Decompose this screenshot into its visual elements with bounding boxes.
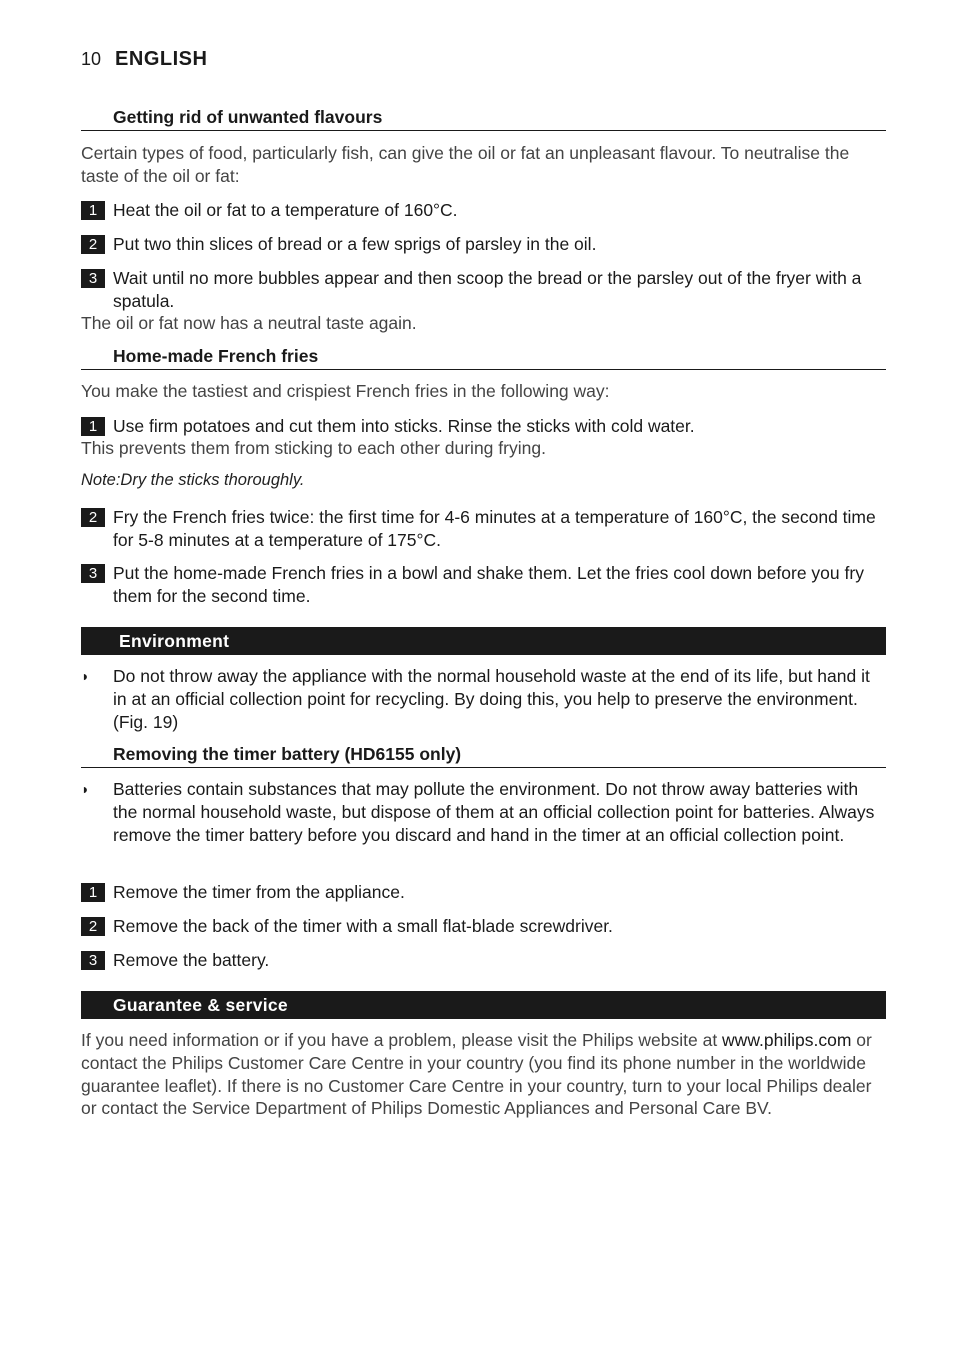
battery-step-2 [81, 915, 886, 938]
environment-bullet [81, 665, 886, 733]
step-text: Fry the French fries twice: the first time for 4-6 minutes at a temperature of 160°C, the second time for 5-8 minutes at a temperature of 175°C. [113, 507, 876, 550]
bullet-text: Do not throw away the appliance with the normal household waste at the end of its life, but hand it in at an official collection point for recycling. By doing this, you help to preserve the environment. (Fig. 19) [113, 666, 870, 732]
flavours-step-3 [81, 267, 886, 313]
fries-step-1-detail: This prevents them from sticking to each other during frying. [81, 438, 546, 458]
step-number-badge: 3 [81, 564, 105, 583]
flavours-outro: The oil or fat now has a neutral taste again. [81, 313, 417, 333]
language-title: ENGLISH [115, 48, 208, 70]
step-text: Remove the battery. [113, 950, 270, 970]
flavours-intro: Certain types of food, particularly fish, can give the oil or fat an unpleasant flavour. To neutralise the taste of the oil or fat: [81, 143, 850, 186]
flavours-step-1 [81, 199, 886, 222]
step-text: Heat the oil or fat to a temperature of 160°C. [113, 200, 458, 220]
section-heading-flavours: Getting rid of unwanted flavours [81, 106, 886, 131]
battery-step-3 [81, 949, 886, 972]
guarantee-text [81, 1029, 886, 1120]
step-number-badge: 2 [81, 917, 105, 936]
flavours-step-2 [81, 233, 886, 256]
step-text: Remove the back of the timer with a small flat-blade screwdriver. [113, 916, 613, 936]
section-heading-guarantee: Guarantee & service [81, 991, 886, 1019]
fries-note: Note:Dry the sticks thoroughly. [81, 471, 305, 489]
step-number-badge: 3 [81, 269, 105, 288]
fries-step-3 [81, 562, 886, 608]
fries-step-1 [81, 415, 886, 438]
guarantee-text-start: If you need information or if you have a problem, please visit the Philips website at [81, 1030, 723, 1050]
fries-step-2 [81, 506, 886, 552]
step-number-badge: 2 [81, 508, 105, 527]
philips-website-link[interactable]: www.philips.com [722, 1030, 852, 1050]
triangle-bullet-icon: ◗ [81, 668, 90, 684]
page-number: 10 [81, 49, 102, 69]
battery-bullet [81, 778, 886, 846]
step-text: Use firm potatoes and cut them into sticks. Rinse the sticks with cold water. [113, 416, 695, 436]
step-number-badge: 1 [81, 417, 105, 436]
section-heading-environment: Environment [81, 627, 886, 655]
step-text: Remove the timer from the appliance. [113, 882, 405, 902]
step-number-badge: 2 [81, 235, 105, 254]
step-number-badge: 1 [81, 883, 105, 902]
fries-intro: You make the tastiest and crispiest French fries in the following way: [81, 381, 610, 401]
step-number-badge: 3 [81, 951, 105, 970]
section-heading-battery: Removing the timer battery (HD6155 only) [81, 743, 886, 768]
guarantee-text-end: or contact the Philips Customer Care Centre in your country (you find its phone number in the worldwide guarantee leaflet). If there is no Customer Care Centre in your country, turn to your local Philips dealer or contact the Service Department of Philips Domestic Appliances and Personal Care BV. [81, 1030, 872, 1119]
triangle-bullet-icon: ◗ [81, 781, 90, 797]
step-text: Wait until no more bubbles appear and then scoop the bread or the parsley out of the fryer with a spatula. [113, 268, 862, 311]
page-header [81, 48, 207, 71]
bullet-text: Batteries contain substances that may pollute the environment. Do not throw away batteries with the normal household waste, but dispose of them at an official collection point for batteries. Always remove the timer battery before you discard and hand in the timer at an official collection point. [113, 779, 875, 845]
section-heading-fries: Home-made French fries [81, 345, 886, 370]
step-number-badge: 1 [81, 201, 105, 220]
battery-step-1 [81, 881, 886, 904]
step-text: Put two thin slices of bread or a few sprigs of parsley in the oil. [113, 234, 597, 254]
step-text: Put the home-made French fries in a bowl and shake them. Let the fries cool down before you fry them for the second time. [113, 563, 864, 606]
